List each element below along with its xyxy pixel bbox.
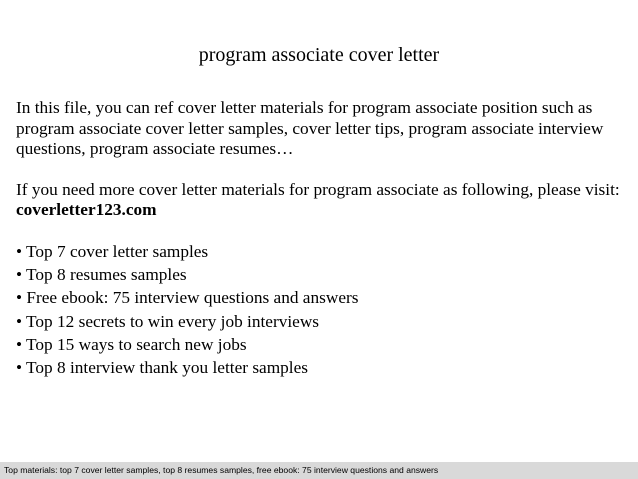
page-title: program associate cover letter (198, 44, 440, 66)
more-text: If you need more cover letter materials for program associate as following, please visit: (16, 179, 620, 199)
list-item: • Free ebook: 75 interview questions and answers (16, 288, 359, 308)
document-body (16, 98, 626, 380)
list-item: • Top 7 cover letter samples (16, 241, 209, 261)
website-link[interactable]: coverletter123.com (16, 200, 157, 219)
list-item: • Top 12 secrets to win every job interviews (16, 311, 320, 331)
list-item: • Top 15 ways to search new jobs (16, 335, 247, 355)
list-item: • Top 8 interview thank you letter samples (16, 358, 309, 378)
more-paragraph (16, 180, 626, 221)
materials-list (16, 240, 626, 380)
list-item: • Top 8 resumes samples (16, 264, 187, 284)
footer-bar: Top materials: top 7 cover letter samples, top 8 resumes samples, free ebook: 75 interview questions and answers (0, 462, 638, 479)
intro-paragraph: In this file, you can ref cover letter materials for program associate position such as program associate cover letter samples, cover letter tips, program associate interview questions, program associate resumes… (16, 98, 604, 158)
